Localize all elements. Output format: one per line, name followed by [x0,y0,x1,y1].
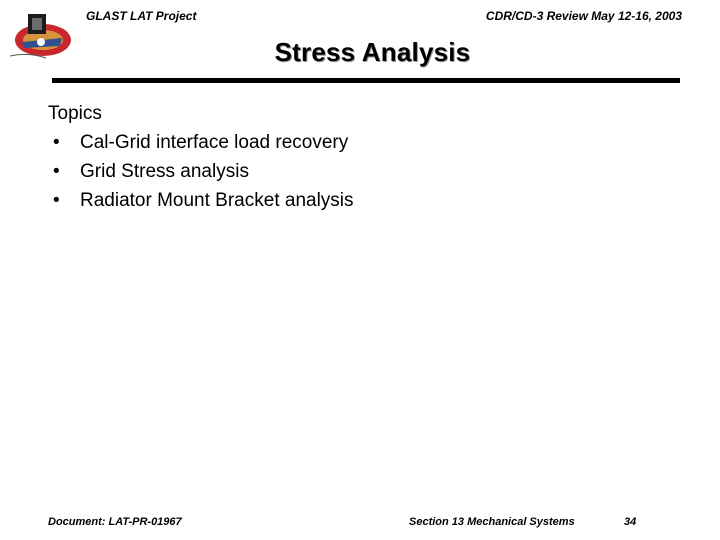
list-item [48,186,354,215]
topics-list [48,128,354,215]
list-item [48,157,354,186]
list-item [48,128,354,157]
project-name: GLAST LAT Project [86,9,197,23]
footer-section: Section 13 Mechanical Systems [409,516,575,528]
topics-heading: Topics [48,103,102,124]
topic-text: Radiator Mount Bracket analysis [80,190,354,211]
bullet-icon: • [53,132,60,153]
bullet-icon: • [53,161,60,182]
slide-title: Stress Analysis [274,37,471,67]
topic-text: Cal-Grid interface load recovery [80,132,349,153]
topic-text: Grid Stress analysis [80,161,249,182]
page-number: 34 [624,516,637,528]
review-info: CDR/CD-3 Review May 12-16, 2003 [485,9,682,23]
bullet-icon: • [53,190,60,211]
topics-section [48,99,354,215]
logo-detector-face [32,18,42,30]
title-divider [52,78,680,83]
footer-document: Document: LAT-PR-01967 [48,516,182,528]
